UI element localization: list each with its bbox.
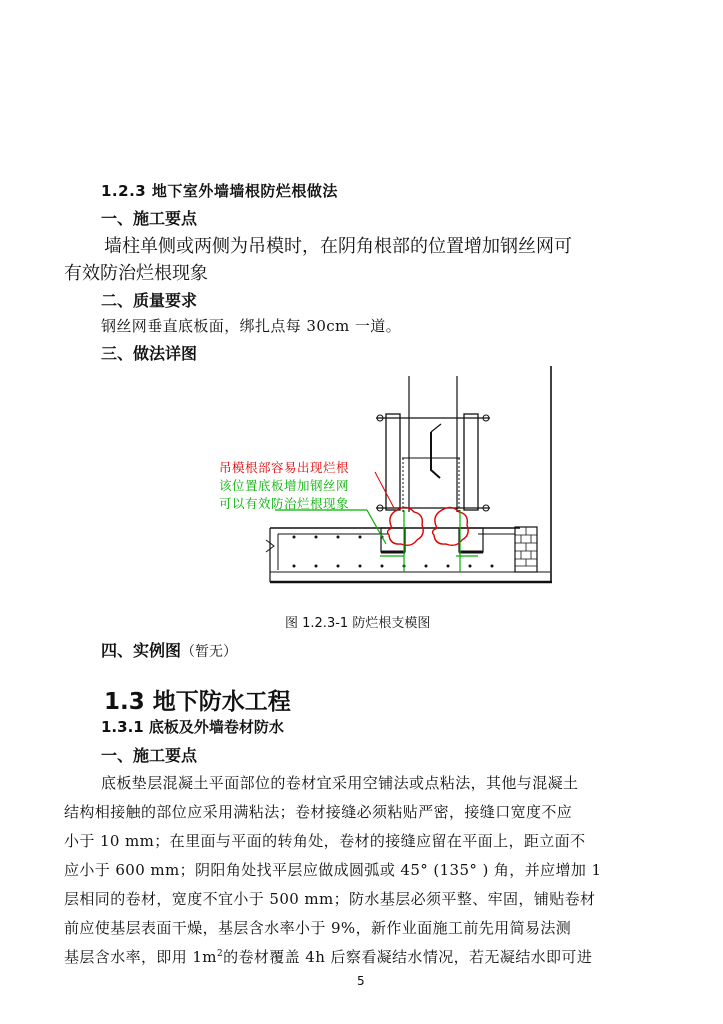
- paragraph-line: 应小于 600 mm；阴阳角处找平层应做成圆弧或 45° (135° ) 角，并应增加 1: [64, 861, 602, 879]
- figure-caption-label: 图 1.2.3-1: [285, 616, 349, 631]
- paragraph-line: 有效防治烂根现象: [64, 263, 208, 284]
- heading-construction-points: 一、施工要点: [101, 209, 198, 228]
- page-number: 5: [357, 974, 365, 988]
- heading-quality-requirements: 二、质量要求: [101, 291, 198, 310]
- heading-note: （暂无）: [181, 644, 238, 660]
- paragraph-line: 结构相接触的部位应采用满粘法；卷材接缝必须粘贴严密，接缝口宽度不应: [64, 803, 573, 821]
- paragraph-fragment: 的卷材覆盖 4h 后察看凝结水情况，若无凝结水即可进: [223, 948, 593, 966]
- figure-caption-text: 防烂根支模图: [352, 616, 431, 631]
- figure-annotation-red: 吊模根部容易出现烂根: [219, 460, 350, 475]
- paragraph-fragment: 基层含水率，即用 1m: [64, 948, 217, 966]
- heading-construction-points: 一、施工要点: [101, 746, 198, 765]
- subsection-title: 1.3.1 底板及外墙卷材防水: [101, 718, 284, 736]
- figure-annotation-green: 该位置底板增加钢丝网: [219, 478, 350, 493]
- superscript: 2: [216, 949, 224, 959]
- paragraph-line: 层相同的卷材，宽度不宜小于 500 mm；防水基层必须平整、牢固，铺贴卷材: [64, 890, 596, 908]
- chapter-title: 1.3 地下防水工程: [104, 689, 291, 715]
- heading-example-photos: [101, 638, 237, 661]
- section-title: 1.2.3 地下室外墙墙根防烂根做法: [101, 182, 338, 200]
- figure-caption: [285, 612, 430, 631]
- paragraph-line: 小于 10 mm；在里面与平面的转角处，卷材的接缝应留在平面上，距立面不: [64, 832, 586, 850]
- figure-annotation-green: 可以有效防治烂根现象: [219, 496, 350, 511]
- paragraph-line: 底板垫层混凝土平面部位的卷材宜采用空铺法或点粘法，其他与混凝土: [101, 774, 579, 792]
- heading-detail-drawing: 三、做法详图: [101, 344, 198, 363]
- paragraph-line: 前应使基层表面干燥，基层含水率小于 9%，新作业面施工前先用简易法测: [64, 919, 572, 937]
- paragraph-line: 墙柱单侧或两侧为吊模时，在阴角根部的位置增加钢丝网可: [104, 236, 572, 257]
- paragraph-line: [64, 946, 592, 967]
- heading-example-photos-text: 四、实例图: [101, 641, 182, 660]
- paragraph-line: 钢丝网垂直底板面，绑扎点每 30cm 一道。: [101, 317, 402, 335]
